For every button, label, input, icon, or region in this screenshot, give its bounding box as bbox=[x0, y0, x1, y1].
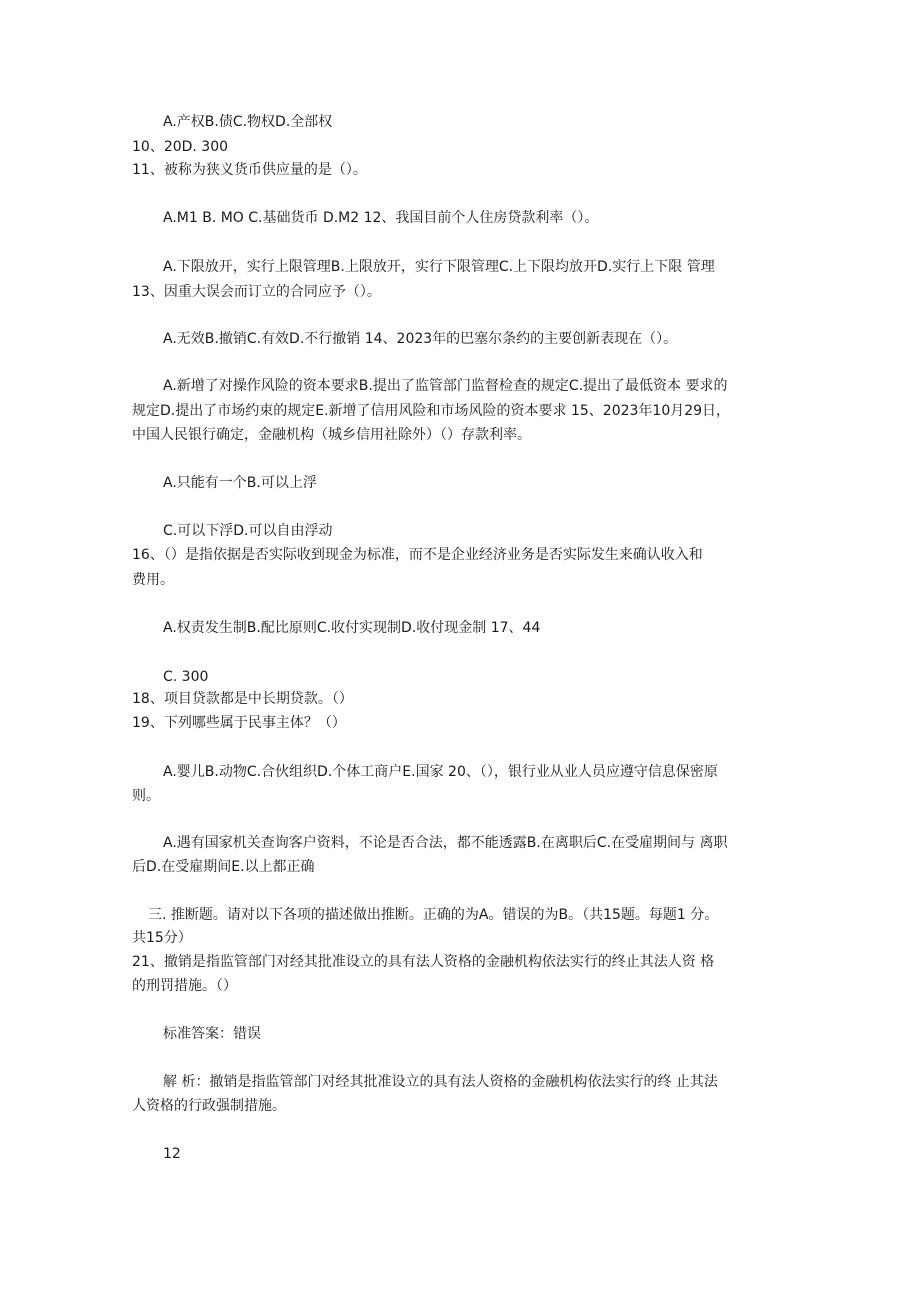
question-line: 的刑罚措施。（） bbox=[132, 978, 237, 994]
option-line: C.可以下浮D.可以自由浮动 bbox=[163, 523, 333, 539]
section-heading: 共15分） bbox=[132, 930, 192, 946]
option-line: A.产权B.债C.物权D.全部权 bbox=[163, 114, 333, 130]
analysis-line: 解 析：撤销是指监管部门对经其批准设立的具有法人资格的金融机构依法实行的终 止其法 bbox=[163, 1074, 718, 1090]
analysis-line: 人资格的行政强制措施。 bbox=[132, 1098, 286, 1114]
option-line: A.新增了对操作风险的资本要求B.提出了监管部门监督检查的规定C.提出了最低资本 要求的 bbox=[163, 378, 728, 394]
question-line: 21、撤销是指监管部门对经其批准设立的具有法人资格的金融机构依法实行的终止其法人资 格 bbox=[132, 954, 715, 970]
question-line: 中国人民银行确定，金融机构（城乡信用社除外）（）存款利率。 bbox=[132, 427, 531, 443]
option-line: A.M1 B. MO C.基础货币 D.M2 12、我国目前个人住房贷款利率（）。 bbox=[163, 210, 599, 226]
option-line: A.无效B.撤销C.有效D.不行撤销 14、2023年的巴塞尔条约的主要创新表现在（）。 bbox=[163, 331, 678, 347]
question-line: 19、下列哪些属于民事主体？（） bbox=[132, 715, 346, 731]
question-line: 10、20D. 300 bbox=[132, 139, 229, 155]
option-line: A.只能有一个B.可以上浮 bbox=[163, 475, 317, 491]
question-line: 费用。 bbox=[132, 572, 174, 588]
page-number: 12 bbox=[163, 1146, 181, 1162]
option-line: A.婴儿B.动物C.合伙组织D.个体工商户E.国家 20、（），银行业从业人员应遵守信息保密原 bbox=[163, 764, 718, 780]
option-line: 则。 bbox=[132, 788, 160, 804]
option-line: 规定D.提出了市场约束的规定E.新增了信用风险和市场风险的资本要求 15、2023年10月29日， bbox=[132, 403, 731, 419]
answer-line: 标准答案：错误 bbox=[163, 1026, 261, 1042]
option-line: C. 300 bbox=[163, 669, 209, 685]
option-line: 后D.在受雇期间E.以上都正确 bbox=[132, 859, 315, 875]
question-line: 11、被称为狭义货币供应量的是（）。 bbox=[132, 162, 367, 178]
question-line: 18、项目贷款都是中长期贷款。（） bbox=[132, 691, 353, 707]
option-line: A.权责发生制B.配比原则C.收付实现制D.收付现金制 17、44 bbox=[163, 620, 541, 636]
section-heading: 三. 推断题。请对以下各项的描述做出推断。正确的为A。错误的为B。（共15题。每题1 分。 bbox=[148, 907, 719, 923]
question-line: 13、因重大误会而订立的合同应予（）。 bbox=[132, 284, 381, 300]
option-line: A.下限放开，实行上限管理B.上限放开，实行下限管理C.上下限均放开D.实行上下限 管理 bbox=[163, 259, 715, 275]
question-line: 16、（）是指依据是否实际收到现金为标准，而不是企业经济业务是否实际发生来确认收入和 bbox=[132, 547, 703, 563]
option-line: A.遇有国家机关查询客户资料，不论是否合法，都不能透露B.在离职后C.在受雇期间与 离职 bbox=[163, 835, 728, 851]
